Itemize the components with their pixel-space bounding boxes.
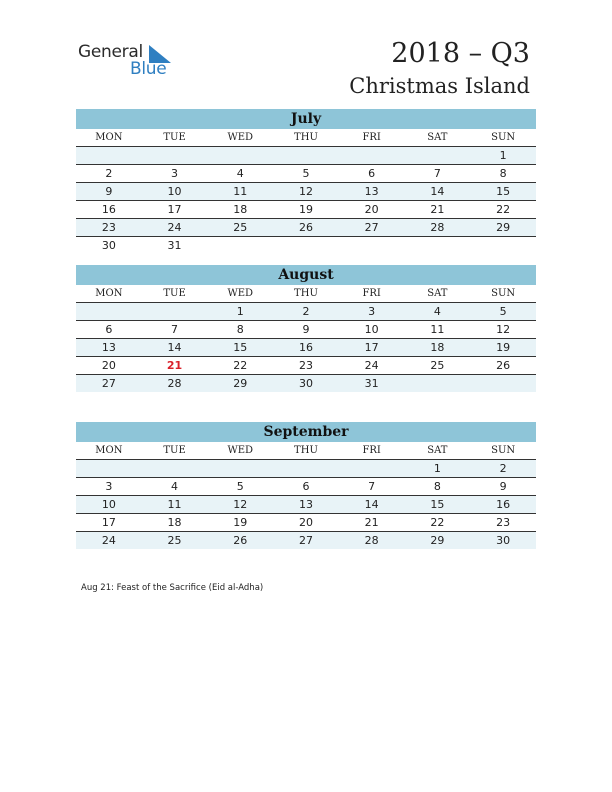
day-cell: 9 — [273, 321, 339, 339]
weekday-header: TUE — [142, 285, 208, 303]
empty-day-cell — [470, 237, 536, 255]
day-cell: 4 — [142, 478, 208, 496]
day-cell: 10 — [76, 496, 142, 514]
day-cell: 21 — [142, 357, 208, 375]
empty-day-cell — [76, 460, 142, 478]
day-cell: 27 — [339, 219, 405, 237]
day-cell: 23 — [470, 514, 536, 532]
week-row — [76, 532, 536, 550]
day-cell: 20 — [339, 201, 405, 219]
day-cell: 15 — [470, 183, 536, 201]
day-cell: 2 — [76, 165, 142, 183]
week-row — [76, 321, 536, 339]
day-cell: 25 — [405, 357, 471, 375]
day-cell: 13 — [339, 183, 405, 201]
weekday-header: SAT — [405, 442, 471, 460]
day-cell: 4 — [405, 303, 471, 321]
day-cell: 17 — [76, 514, 142, 532]
day-cell: 8 — [207, 321, 273, 339]
day-cell: 29 — [207, 375, 273, 393]
empty-day-cell — [76, 147, 142, 165]
weekday-header: FRI — [339, 285, 405, 303]
day-cell: 17 — [339, 339, 405, 357]
empty-day-cell — [339, 237, 405, 255]
weekday-header: WED — [207, 129, 273, 147]
day-cell: 24 — [142, 219, 208, 237]
weekday-header: WED — [207, 285, 273, 303]
weekday-header: THU — [273, 285, 339, 303]
empty-day-cell — [273, 147, 339, 165]
month-table — [76, 442, 536, 549]
page-subtitle: Christmas Island — [349, 74, 530, 98]
day-cell: 2 — [470, 460, 536, 478]
weekday-header: TUE — [142, 442, 208, 460]
day-cell: 13 — [273, 496, 339, 514]
empty-day-cell — [142, 303, 208, 321]
empty-day-cell — [207, 147, 273, 165]
month-august — [76, 265, 536, 392]
weekday-header: SAT — [405, 285, 471, 303]
day-cell: 12 — [207, 496, 273, 514]
day-cell: 4 — [207, 165, 273, 183]
empty-day-cell — [405, 147, 471, 165]
empty-day-cell — [339, 147, 405, 165]
weekday-header: SAT — [405, 129, 471, 147]
empty-day-cell — [273, 460, 339, 478]
day-cell: 9 — [76, 183, 142, 201]
week-row — [76, 460, 536, 478]
day-cell: 6 — [339, 165, 405, 183]
day-cell: 30 — [470, 532, 536, 550]
day-cell: 6 — [273, 478, 339, 496]
weekday-header: FRI — [339, 129, 405, 147]
week-row — [76, 165, 536, 183]
week-row — [76, 219, 536, 237]
day-cell: 19 — [273, 201, 339, 219]
month-title: August — [76, 265, 536, 285]
empty-day-cell — [405, 237, 471, 255]
week-row — [76, 357, 536, 375]
week-row — [76, 201, 536, 219]
empty-day-cell — [76, 303, 142, 321]
day-cell: 7 — [142, 321, 208, 339]
day-cell: 31 — [339, 375, 405, 393]
weekday-header: MON — [76, 285, 142, 303]
day-cell: 5 — [207, 478, 273, 496]
day-cell: 3 — [339, 303, 405, 321]
day-cell: 16 — [76, 201, 142, 219]
weekday-header: SUN — [470, 285, 536, 303]
month-table — [76, 129, 536, 254]
day-cell: 5 — [273, 165, 339, 183]
day-cell: 28 — [339, 532, 405, 550]
weekday-header: SUN — [470, 129, 536, 147]
holiday-note: Aug 21: Feast of the Sacrifice (Eid al-Adha) — [81, 583, 264, 593]
day-cell: 22 — [405, 514, 471, 532]
week-row — [76, 147, 536, 165]
day-cell: 21 — [339, 514, 405, 532]
day-cell: 15 — [207, 339, 273, 357]
day-cell: 15 — [405, 496, 471, 514]
month-table — [76, 285, 536, 392]
day-cell: 3 — [142, 165, 208, 183]
day-cell: 10 — [142, 183, 208, 201]
day-cell: 26 — [273, 219, 339, 237]
day-cell: 7 — [339, 478, 405, 496]
empty-day-cell — [207, 460, 273, 478]
day-cell: 25 — [207, 219, 273, 237]
week-row — [76, 514, 536, 532]
day-cell: 17 — [142, 201, 208, 219]
day-cell: 23 — [76, 219, 142, 237]
month-july — [76, 109, 536, 254]
day-cell: 1 — [207, 303, 273, 321]
day-cell: 16 — [273, 339, 339, 357]
day-cell: 22 — [470, 201, 536, 219]
day-cell: 25 — [142, 532, 208, 550]
logo-blue-text: Blue — [130, 59, 167, 79]
empty-day-cell — [142, 460, 208, 478]
day-cell: 2 — [273, 303, 339, 321]
day-cell: 6 — [76, 321, 142, 339]
day-cell: 29 — [405, 532, 471, 550]
weekday-header: MON — [76, 129, 142, 147]
day-cell: 27 — [76, 375, 142, 393]
day-cell: 11 — [405, 321, 471, 339]
weekday-header: WED — [207, 442, 273, 460]
day-cell: 27 — [273, 532, 339, 550]
month-title: September — [76, 422, 536, 442]
week-row — [76, 237, 536, 255]
empty-day-cell — [405, 375, 471, 393]
day-cell: 13 — [76, 339, 142, 357]
day-cell: 18 — [142, 514, 208, 532]
day-cell: 18 — [207, 201, 273, 219]
day-cell: 29 — [470, 219, 536, 237]
day-cell: 24 — [339, 357, 405, 375]
day-cell: 16 — [470, 496, 536, 514]
day-cell: 12 — [470, 321, 536, 339]
week-row — [76, 478, 536, 496]
day-cell: 12 — [273, 183, 339, 201]
day-cell: 24 — [76, 532, 142, 550]
day-cell: 19 — [207, 514, 273, 532]
day-cell: 1 — [470, 147, 536, 165]
day-cell: 30 — [273, 375, 339, 393]
month-title: July — [76, 109, 536, 129]
day-cell: 10 — [339, 321, 405, 339]
day-cell: 11 — [207, 183, 273, 201]
day-cell: 26 — [470, 357, 536, 375]
page-title: 2018 – Q3 — [391, 38, 530, 69]
day-cell: 23 — [273, 357, 339, 375]
weekday-header: SUN — [470, 442, 536, 460]
day-cell: 11 — [142, 496, 208, 514]
empty-day-cell — [470, 375, 536, 393]
logo — [78, 40, 188, 80]
weekday-header: THU — [273, 442, 339, 460]
day-cell: 9 — [470, 478, 536, 496]
day-cell: 14 — [339, 496, 405, 514]
day-cell: 28 — [142, 375, 208, 393]
day-cell: 28 — [405, 219, 471, 237]
weekday-header: TUE — [142, 129, 208, 147]
day-cell: 8 — [470, 165, 536, 183]
week-row — [76, 339, 536, 357]
weekday-header: MON — [76, 442, 142, 460]
week-row — [76, 375, 536, 393]
empty-day-cell — [207, 237, 273, 255]
week-row — [76, 496, 536, 514]
day-cell: 18 — [405, 339, 471, 357]
day-cell: 19 — [470, 339, 536, 357]
empty-day-cell — [273, 237, 339, 255]
day-cell: 7 — [405, 165, 471, 183]
week-row — [76, 183, 536, 201]
day-cell: 3 — [76, 478, 142, 496]
day-cell: 22 — [207, 357, 273, 375]
day-cell: 30 — [101, 239, 116, 252]
day-cell: 1 — [405, 460, 471, 478]
empty-day-cell — [339, 460, 405, 478]
day-cell: 20 — [273, 514, 339, 532]
day-cell: 21 — [405, 201, 471, 219]
day-cell: 5 — [470, 303, 536, 321]
day-cell: 31 — [167, 239, 182, 252]
month-september — [76, 422, 536, 549]
day-cell: 8 — [405, 478, 471, 496]
week-row — [76, 303, 536, 321]
day-cell: 26 — [207, 532, 273, 550]
day-cell: 20 — [76, 357, 142, 375]
weekday-header: FRI — [339, 442, 405, 460]
empty-day-cell — [142, 147, 208, 165]
day-cell: 14 — [405, 183, 471, 201]
day-cell: 14 — [142, 339, 208, 357]
logo-general-text: General — [78, 42, 143, 62]
weekday-header: THU — [273, 129, 339, 147]
